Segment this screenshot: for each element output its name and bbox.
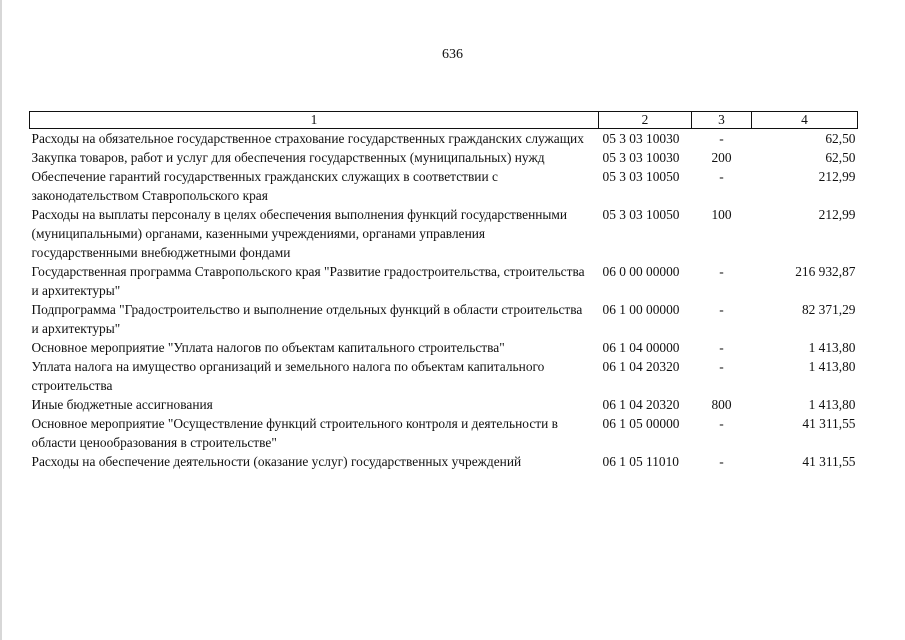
page-number: 636 [442, 47, 463, 62]
row-expense-type: - [719, 340, 724, 355]
row-description: Расходы на выплаты персоналу в целях обеспечения выполнения функций государственными (муниципальными) органами, казенными учреждениями, органами управления государственными внебюджетными фондами [31, 207, 568, 260]
table-row [30, 452, 858, 471]
row-amount: 1 413,80 [808, 397, 856, 412]
column-header-1: 1 [30, 112, 599, 129]
row-code: 05 3 03 10030 [602, 131, 680, 146]
row-code: 05 3 03 10050 [602, 169, 680, 184]
row-code: 06 1 04 20320 [602, 359, 680, 374]
row-amount: 62,50 [825, 150, 856, 165]
row-expense-type: 100 [711, 207, 732, 222]
row-amount: 41 311,55 [802, 454, 856, 469]
table-row [30, 167, 858, 205]
row-expense-type: - [719, 359, 724, 374]
table-header-row [30, 112, 858, 129]
table-row [30, 148, 858, 167]
row-amount: 41 311,55 [802, 416, 856, 431]
table-row [30, 338, 858, 357]
row-description: Основное мероприятие "Осуществление функций строительного контроля и деятельности в области ценообразования в строительстве" [31, 416, 558, 450]
row-description: Иные бюджетные ассигнования [31, 397, 213, 412]
table-row [30, 205, 858, 262]
row-code: 06 1 04 00000 [602, 340, 680, 355]
table-row [30, 414, 858, 452]
row-code: 06 1 05 11010 [602, 454, 679, 469]
row-amount: 216 932,87 [795, 264, 856, 279]
row-amount: 1 413,80 [808, 359, 856, 374]
row-code: 05 3 03 10050 [602, 207, 680, 222]
row-code: 06 1 05 00000 [602, 416, 680, 431]
row-amount: 62,50 [825, 131, 856, 146]
column-header-4: 4 [752, 112, 858, 129]
table-row [30, 300, 858, 338]
row-description: Уплата налога на имущество организаций и земельного налога по объектам капитального строительства [31, 359, 545, 393]
row-description: Закупка товаров, работ и услуг для обеспечения государственных (муниципальных) нужд [31, 150, 545, 165]
row-expense-type: - [719, 264, 724, 279]
row-expense-type: 800 [711, 397, 732, 412]
column-header-2: 2 [599, 112, 692, 129]
row-code: 05 3 03 10030 [602, 150, 680, 165]
row-amount: 212,99 [818, 207, 856, 222]
row-description: Основное мероприятие "Уплата налогов по объектам капитального строительства" [31, 340, 505, 355]
row-expense-type: 200 [711, 150, 732, 165]
row-description: Обеспечение гарантий государственных гражданских служащих в соответствии с законодательством Ставропольского края [31, 169, 498, 203]
row-amount: 82 371,29 [801, 302, 856, 317]
row-amount: 212,99 [818, 169, 856, 184]
table-row [30, 357, 858, 395]
scan-edge-line [0, 0, 2, 640]
row-expense-type: - [719, 416, 724, 431]
row-code: 06 1 04 20320 [602, 397, 680, 412]
column-header-3: 3 [692, 112, 752, 129]
row-code: 06 1 00 00000 [602, 302, 680, 317]
row-amount: 1 413,80 [808, 340, 856, 355]
table-row [30, 129, 858, 149]
row-expense-type: - [719, 131, 724, 146]
row-expense-type: - [719, 169, 724, 184]
row-expense-type: - [719, 302, 724, 317]
budget-table [29, 111, 858, 471]
table-row [30, 262, 858, 300]
row-description: Расходы на обязательное государственное страхование государственных гражданских служащих [31, 131, 584, 146]
row-code: 06 0 00 00000 [602, 264, 680, 279]
table-row [30, 395, 858, 414]
row-description: Расходы на обеспечение деятельности (оказание услуг) государственных учреждений [31, 454, 522, 469]
row-expense-type: - [719, 454, 724, 469]
row-description: Государственная программа Ставропольского края "Развитие градостроительства, строительства и архитектуры" [31, 264, 585, 298]
row-description: Подпрограмма "Градостроительство и выполнение отдельных функций в области строительства и архитектуры" [31, 302, 583, 336]
